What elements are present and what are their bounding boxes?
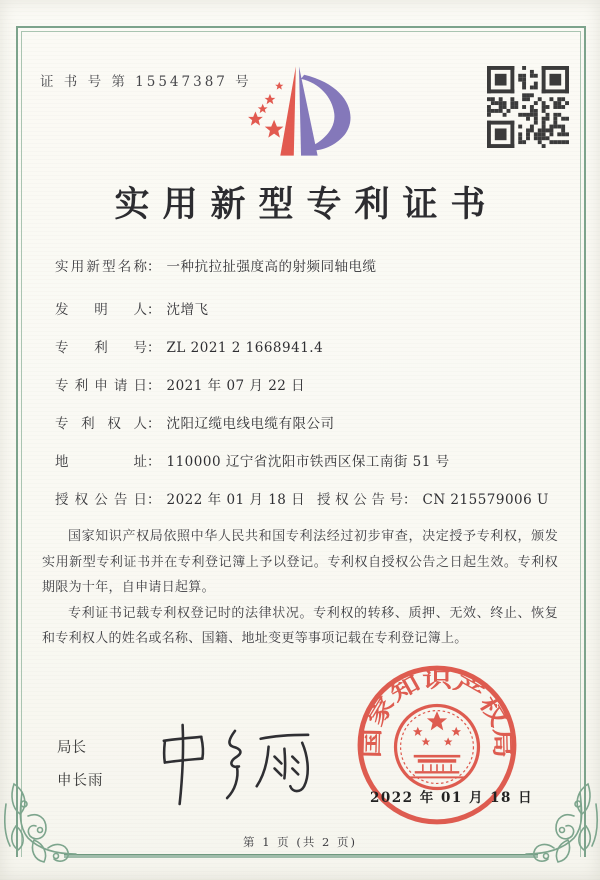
colon: ： [147, 492, 161, 508]
floral-ornament-bottom-left [0, 782, 80, 877]
signer-name: 申长雨 [57, 773, 104, 789]
certificate-title: 实用新型专利证书 [114, 184, 499, 225]
handwritten-signature [150, 716, 318, 812]
page-number: 第 1 页 (共 2 页) [243, 835, 357, 849]
field-label: 实用新型名称 [55, 259, 147, 275]
floral-ornament-bottom-right [522, 782, 600, 877]
colon: ： [147, 378, 161, 394]
qr-code [487, 66, 569, 148]
colon: ： [403, 492, 417, 508]
legal-text [42, 524, 558, 652]
colon: ： [147, 259, 161, 275]
field-list [55, 257, 564, 528]
seal-date: 2022 年 01 月 18 日 [370, 790, 534, 806]
field-value: 一种抗拉扯强度高的射频同轴电缆 [166, 259, 377, 275]
field-row-utility-model-name [55, 257, 564, 277]
field-label: 专利权人 [55, 416, 147, 432]
signer-title: 局长 [57, 740, 86, 756]
field-label: 地址 [55, 454, 147, 470]
field-value: 2022 年 01 月 18 日 [166, 492, 306, 508]
colon: ： [147, 454, 161, 470]
field-value: 沈增飞 [166, 302, 209, 318]
field-row-patent-number [55, 338, 564, 358]
national-emblem [396, 706, 479, 789]
field-value: ZL 2021 2 1668941.4 [166, 340, 324, 356]
field-row-address [55, 452, 564, 472]
field-value: CN 215579006 U [422, 492, 549, 508]
certificate-number: 证 书 号 第 15547387 号 [40, 74, 252, 90]
field-value: 沈阳辽缆电线电缆有限公司 [166, 416, 335, 432]
field-label: 授权公告号 [317, 492, 403, 508]
field-label: 授权公告日 [55, 492, 147, 508]
legal-paragraph-1: 国家知识产权局依照中华人民共和国专利法经过初步审查，决定授予专利权，颁发实用新型专利证书并在专利登记簿上予以登记。专利权自授权公告之日起生效。专利权期限为十年，自申请日起算。 [42, 529, 558, 595]
field-label: 专利号 [55, 340, 147, 356]
legal-paragraph-2: 专利证书记载专利权登记时的法律状况。专利权的转移、质押、无效、终止、恢复和专利权人的姓名或名称、国籍、地址变更等事项记载在专利登记簿上。 [42, 605, 558, 646]
field-label: 发明人 [55, 302, 147, 318]
bottom-rule [64, 854, 538, 858]
field-grant-number [317, 490, 549, 510]
colon: ： [147, 302, 161, 318]
field-row-grant [55, 490, 564, 510]
seal-ring-text: 国家知识产权局 [359, 668, 514, 759]
colon: ： [147, 416, 161, 432]
field-row-patentee [55, 414, 564, 434]
cnipa-logo [227, 54, 373, 168]
signer-block [57, 736, 104, 790]
field-row-application-date [55, 376, 564, 396]
field-grant-date [55, 490, 317, 510]
colon: ： [147, 340, 161, 356]
field-value: 2021 年 07 月 22 日 [166, 378, 306, 394]
field-label: 专利申请日 [55, 378, 147, 394]
field-row-inventor [55, 300, 564, 320]
field-value: 110000 辽宁省沈阳市铁西区保工南街 51 号 [166, 454, 450, 470]
